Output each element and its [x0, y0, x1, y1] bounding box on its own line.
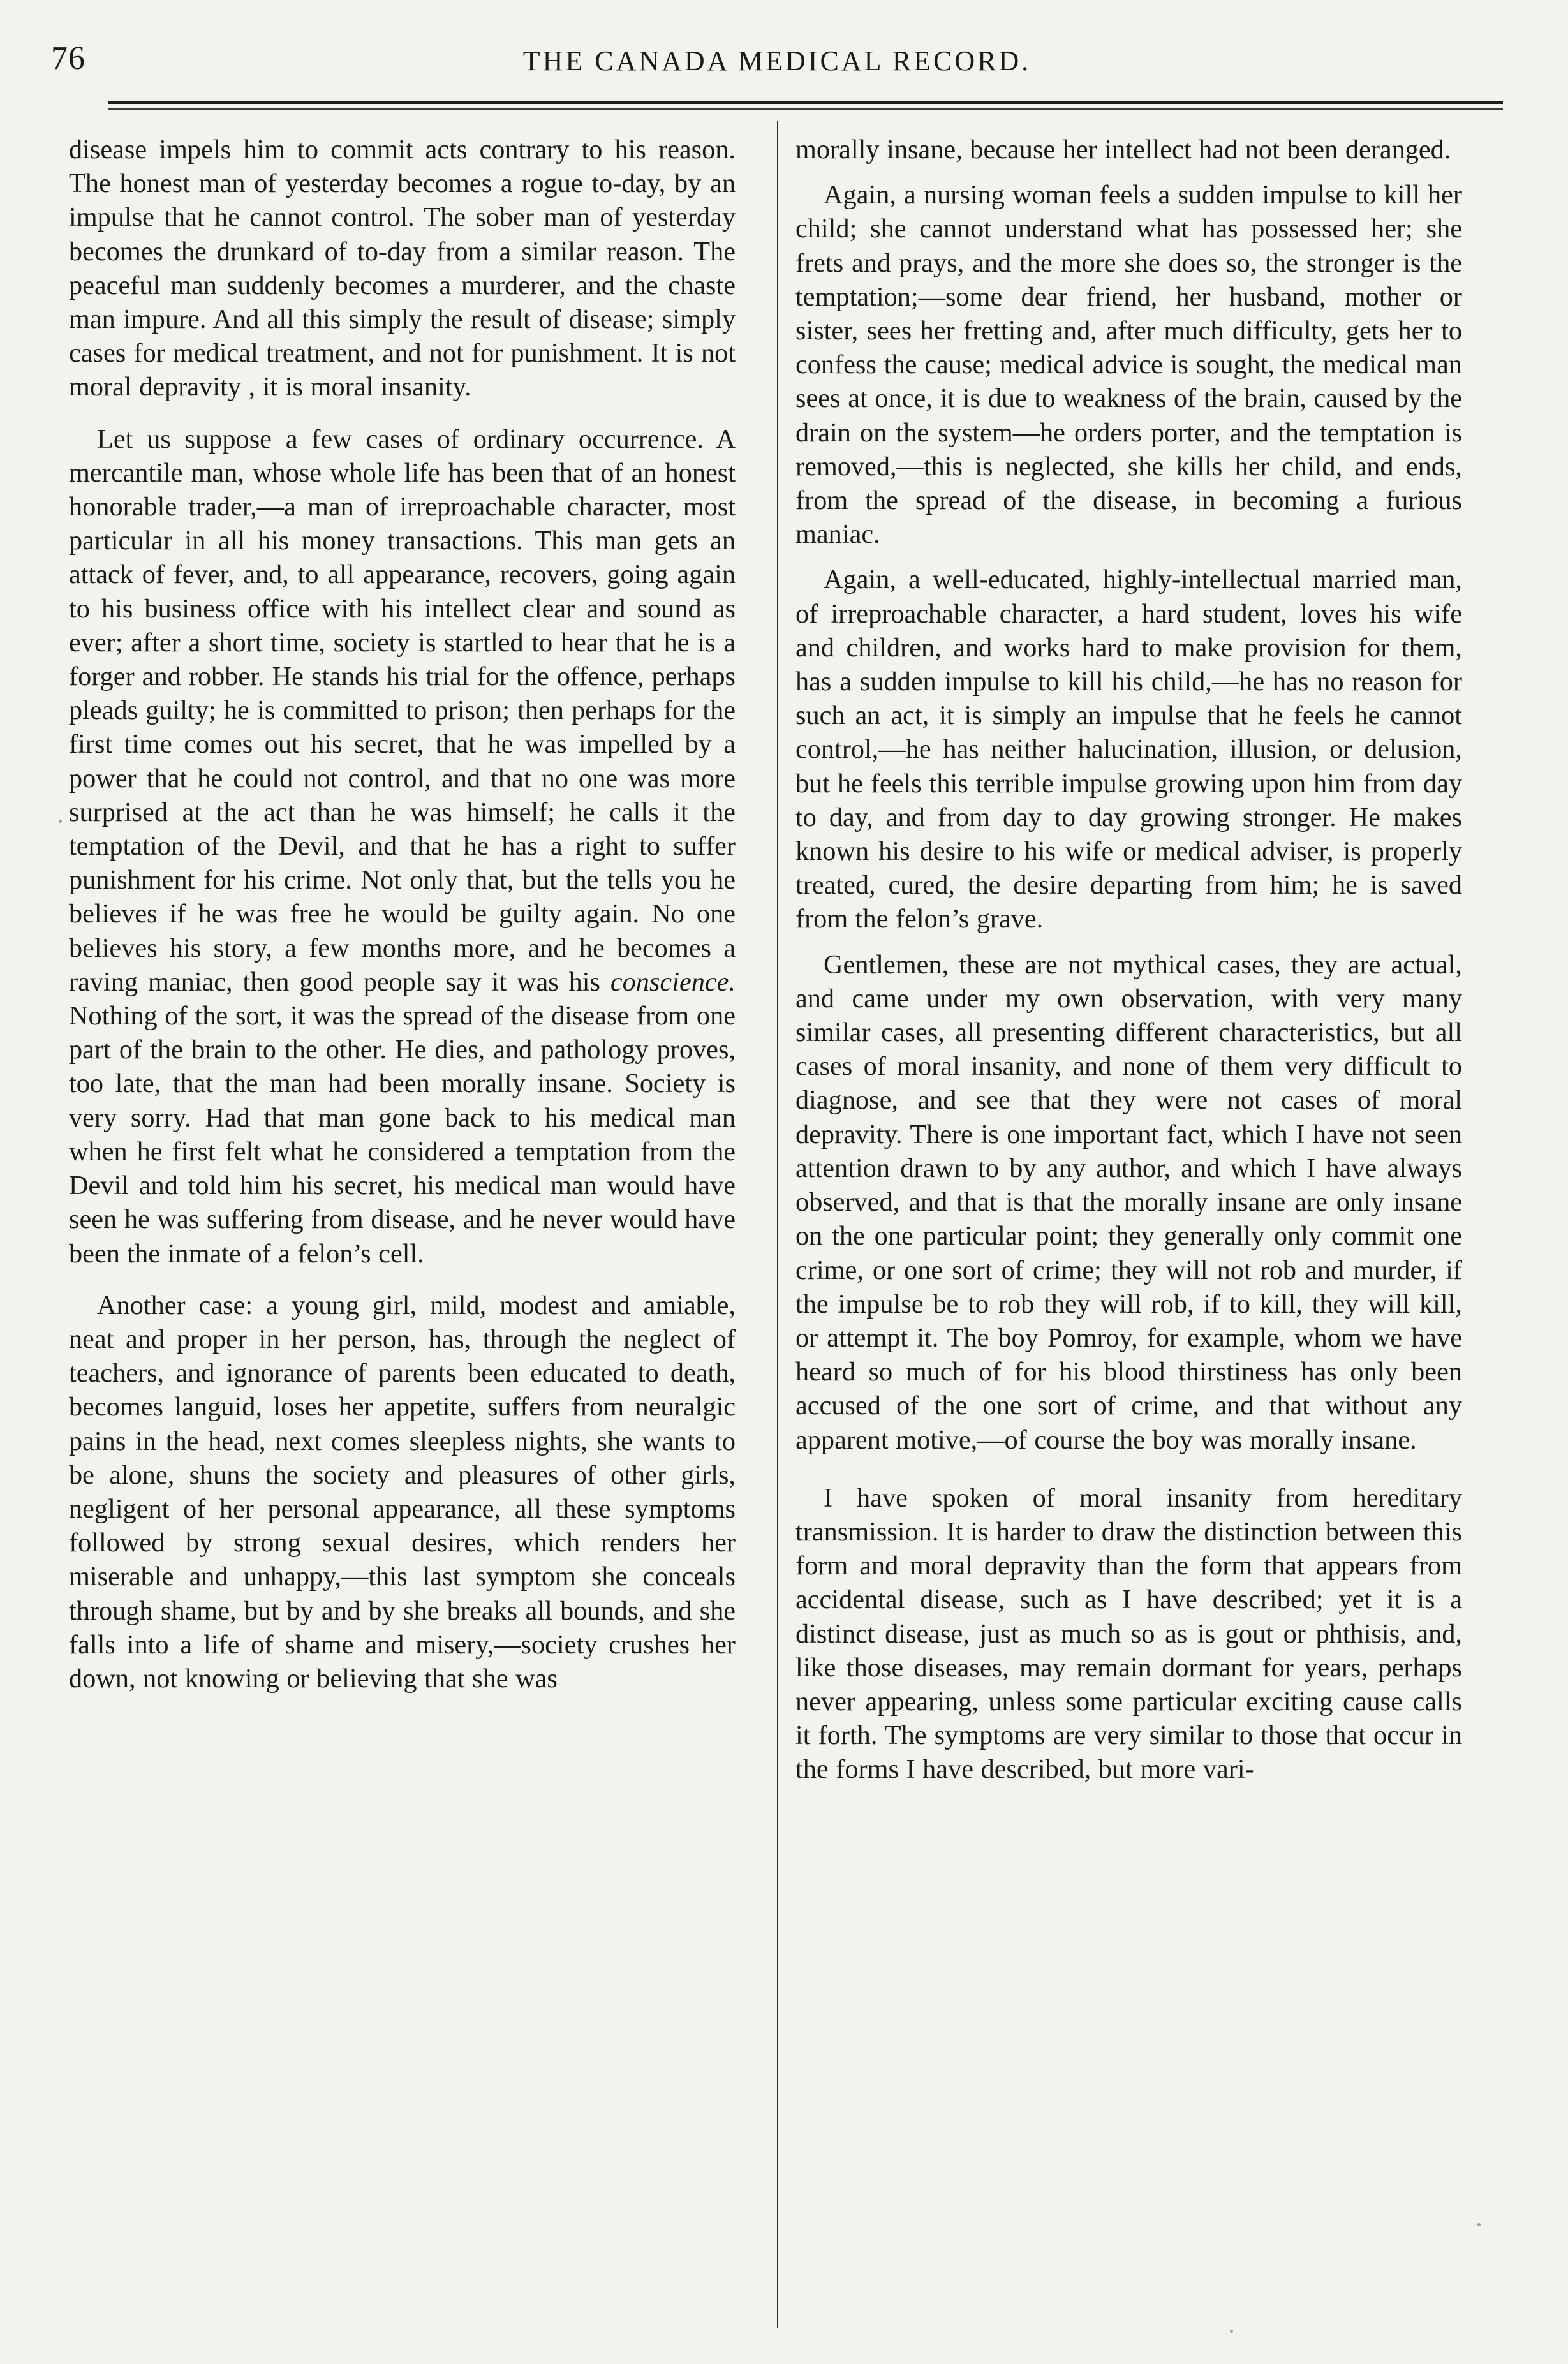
right-paragraph-hereditary-transmission: I have spoken of moral insanity from hereditary transmission. It is harder to draw the distinction between this form and moral depravity than the form that appears from accidental disease, such as I have described; yet it is a distinct disease, just as much so as is gout or phthisis, and, like those diseases, may remain dormant for years, perhaps never appearing, unless some particular exciting cause calls it forth. The symptoms are very similar to those that occur in the forms I have described, but more vari-: [795, 1482, 1462, 1785]
right-column: [795, 133, 1462, 1802]
left-column: [69, 133, 736, 1711]
conscience-italic: conscience.: [610, 966, 736, 997]
page-header: [46, 33, 1508, 91]
right-paragraph-observations: Gentlemen, these are not mythical cases, they are actual, and came under my own observation, with very many similar cases, all presenting different characteristics, but all cases of moral insanity, and none of them very difficult to diagnose, and see that they were not cases of moral depravity. There is one important fact, which I have not seen attention drawn to by any author, and which I have always observed, and that is that the morally insane are only insane on the one particular point; they generally only commit one crime, or one sort of crime; they will not rob and murder, if the impulse be to rob they will rob, if to kill, they will kill, or attempt it. The boy Pomroy, for example, whom we have heard so much of for his blood thirstiness has only been accused of the one sort of crime, and that without any apparent motive,—of course the boy was morally insane.: [795, 949, 1462, 1455]
left-paragraph-mercantile-case: [69, 422, 736, 1271]
right-paragraph-married-man: Again, a well-educated, highly-intellectual married man, of irreproachable character, a hard student, loves his wife and children, and works hard to make provision for them, has a sudden impulse to kill his child,—he has no reason for such an act, it is simply an impulse that he feels he cannot control,—he has neither halucination, illusion, or delusion, but he feels this terrible impulse growing upon him from day to day, and from day to day growing stronger. He makes known his desire to his wife or medical adviser, is properly treated, cured, the desire departing from him; he is saved from the felon’s grave.: [795, 565, 1462, 935]
right-paragraph-nursing-woman: Again, a nursing woman feels a sudden impulse to kill her child; she cannot understand what has possessed her; she frets and prays, and the more she does so, the stronger is the temptation;—some dear friend, her husband, mother or sister, sees her fretting and, after much difficulty, gets her to confess the cause; medical advice is sought, the medical man sees at once, it is due to weakness of the brain, caused by the drain on the system—he orders porter, and the temptation is removed,—this is neglected, she kills her child, and ends, from the spread of the disease, in becoming a furious maniac.: [795, 180, 1462, 550]
journal-title: THE CANADA MEDICAL RECORD.: [522, 45, 1032, 77]
left-paragraph-young-girl-case: Another case: a young girl, mild, modest and amiable, neat and proper in her person, has, through the neglect of teachers, and ignorance of parents been educated to death, becomes languid, loses her appetite, suffers from neuralgic pains in the head, next comes sleepless nights, she wants to be alone, shuns the society and pleasures of other girls, negligent of her personal appearance, all these symptoms followed by strong sexual desires, which renders her miserable and unhappy,—this last symptom she conceals through shame, but by and by she breaks all bounds, and she falls into a life of shame and misery,—society crushes her down, not knowing or believing that she was: [69, 1290, 736, 1694]
scan-dust-mark: [59, 820, 62, 823]
scan-dust-mark: [1230, 2330, 1233, 2333]
column-divider: [777, 121, 778, 2328]
page-number: 76: [51, 40, 85, 77]
header-rule-thick: [108, 101, 1503, 104]
scan-dust-mark: [1477, 2223, 1481, 2226]
right-paragraph-continuation: morally insane, because her intellect had not been deranged.: [795, 135, 1451, 165]
mercantile-case-text: Let us suppose a few cases of ordinary occurrence. A mercantile man, whose whole life has been that of an honest honorable trader,—a man of irreproachable character, most particular in all his money transactions. This man gets an attack of fever, and, to all appearance, recovers, going again to his business office with his intellect clear and sound as ever; after a short time, society is startled to hear that he is a forger and robber. He stands his trial for the offence, perhaps pleads guilty; he is committed to prison; then perhaps for the first time comes out his secret, that he was impelled by a power that he could not control, and that no one was more surprised at the act than he was himself; he calls it the temptation of the Devil, and that he has a right to suffer punishment for his crime. Not only that, but the tells you he believes if he was free he would be guilty again. No one believes his story, a few months more, and he becomes a raving maniac, then good people say it was his: [69, 424, 736, 997]
left-paragraph-continuation: disease impels him to commit acts contrary to his reason. The honest man of yesterday becomes a rogue to-day, by an impulse that he cannot control. The sober man of yesterday becomes the drunkard of to-day from a similar reason. The peaceful man suddenly becomes a murderer, and the chaste man impure. And all this simply the result of disease; simply cases for medical treatment, and not for punishment. It is not moral depravity , it is moral insanity.: [69, 135, 736, 403]
header-rule-thin: [108, 108, 1503, 110]
mercantile-case-ending: Nothing of the sort, it was the spread of the disease from one part of the brain to the other. He dies, and pathology proves, too late, that the man had been morally insane. Society is very sorry. Had that man gone back to his medical man when he first felt what he considered a temptation from the Devil and told him his secret, his medical man would have seen he was suffering from disease, and he never would have been the inmate of a felon’s cell.: [69, 1001, 736, 1269]
